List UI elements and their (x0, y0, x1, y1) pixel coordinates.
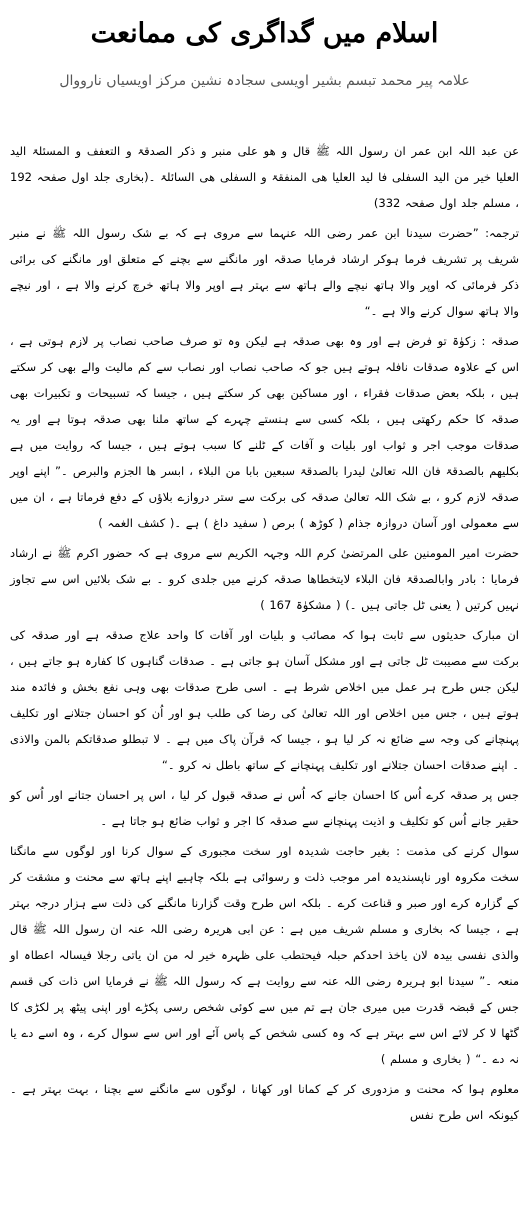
hazrat-ali-paragraph: حضرت امیر المومنین علی المرتضیٰ کرم اللہ وجہہ الکریم سے مروی ہے کہ حضور اکرم ﷺ نے ارشاد فرمایا : بادر وابالصدقۃ فان البلاء لایتخطاھا صدقہ کرنے میں جلدی کرو ۔ بے شک بلائیں اس سے تجاوز نہیں کرتیں ( یعنی ٹل جاتی ہیں ۔) ( مشکوٰۃ 167 ) (10, 546, 519, 612)
article-body (10, 138, 519, 1128)
sadaqah-paragraph: صدقہ : زکوٰۃ تو فرض ہے اور وہ بھی صدقہ ہے لیکن وہ تو صرف صاحب نصاب پر لازم ہوتی ہے ، اس کے علاوہ صدقات نافلہ ہوتے ہیں جو کہ صاحب نصاب اور نصاب سے کم مالیت والے بھی کر سکتے ہیں ، بلکہ بعض صدقات فقراء ، اور مساکین بھی کر سکتے ہیں ، جیسا کہ تسبیحات و تکبیرات بھی صدقہ کا حکم رکھتی ہیں ، بلکہ کسی سے ہنستے چہرے کے ساتھ ملنا بھی صدقہ ہوتا ہے اور یہ صدقات موجب اجر و ثواب اور بلیات و آفات کے ٹلنے کا سبب ہوتے ہیں ، جیسا کہ روایت میں ہے بکلیھم بالصدقۃ فان اللہ تعالیٰ لیدرا بالصدقۃ سبعین بابا من البلاء ، ابسر ھا الجزم والبرص ۔” اپنے اوپر صدقہ لازم کرو ، بے شک اللہ تعالیٰ صدقہ کی برکت سے ستر دروازے بلاؤں کے دفع فرماتا ہے ، ان میں سے معمولی اور آسان دروازہ جذام ( کوڑھ ) برص ( سفید داغ ) ہے ۔( کشف الغمہ ) (10, 334, 519, 530)
conclusion-paragraph: معلوم ہوا کہ محنت و مزدوری کر کے کمانا اور کھانا ، لوگوں سے مانگنے سے بچنا ، بہت بہتر ہے ۔ کیونکہ اس طرح نفس (10, 1082, 519, 1122)
favor-paragraph: جس پر صدقہ کرے اُس کا احسان جانے کہ اُس نے صدقہ قبول کر لیا ، اس پر احسان جتانے اور اُس کو حقیر جانے اُس کو تکلیف و اذیت پہنچانے سے صدقہ کا اجر و ثواب ضائع ہو جاتا ہے ۔ (10, 788, 519, 828)
hadith-arabic-paragraph: عن عبد اللہ ابن عمر ان رسول اللہ ﷺ قال و ھو علی منبر و ذکر الصدقۃ و التعفف و المسئلۃ الید العلیا خیر من الید السفلی فا لید العلیا ھی المنفقۃ و السفلی ھی السائلۃ ۔(بخاری جلد اول صفحہ 192 ، مسلم جلد اول صفحہ 332) (10, 144, 519, 210)
article-title: اسلام میں گداگری کی ممانعت (90, 18, 439, 49)
blessed-hadith-paragraph: ان مبارک حدیثوں سے ثابت ہوا کہ مصائب و بلیات اور آفات کا واحد علاج صدقہ ہے اور صدقہ کی برکت سے مصیبت ٹل جاتی ہے اور مشکل آسان ہو جاتی ہے ۔ صدقات گناہوں کا کفارہ ہو جاتے ہیں ، لیکن جس طرح ہر عمل میں اخلاص شرط ہے ۔ اسی طرح صدقات بھی وہی نفع بخش و فائدہ مند ہوتے ہیں ، جس میں اخلاص اور اللہ تعالیٰ کی رضا کی طلب ہو اور اُن کو احسان جتلانے اور تکلیف پہنچانے کی وجہ سے ضائع نہ کر لیا ہو ، جیسا کہ قرآن پاک میں ہے ۔ لا تبطلو صدقاتکم بالمن والاذی ۔ اپنے صدقات احسان جتلانے اور تکلیف پہنچانے کے ساتھ باطل نہ کرو ۔“ (10, 628, 519, 772)
author-byline: علامہ پیر محمد تبسم بشیر اویسی سجادہ نشین مرکز اویسیاں نارووال (59, 73, 470, 89)
begging-condemnation-paragraph: سوال کرنے کی مذمت : بغیر حاجت شدیدہ اور سخت مجبوری کے سوال کرنا اور لوگوں سے مانگنا سخت مکروہ اور ناپسندیدہ امر موجب ذلت و رسوائی ہے بلکہ چاہیے اپنے ہاتھ سے محنت و مشقت کر کے گزارہ کرے اور صبر و قناعت کرے ۔ بلکہ اس طرح وقت گزارنا مانگنے کی ذلت سے ہزار درجہ بہتر ہے ، جیسا کہ بخاری و مسلم شریف میں ہے : عن ابی ھریرہ رضی اللہ عنہ ان رسول اللہ ﷺ قال والذی نفسی بیدہ لان یاخذ احدکم حبلہ فیحتطب علی ظہرہ خیر لہ من ان یاتی رجلا فیسالہ اعطاہ او منعہ ۔” سیدنا ابو ہریرہ رضی اللہ عنہ سے روایت ہے کہ رسول اللہ ﷺ نے فرمایا اس ذات کی قسم جس کے قبضہ قدرت میں میری جان ہے تم میں سے کوئی شخص رسی پکڑے اور اپنی پیٹھ پر لکڑی کا گٹھا لا کر لائے اس سے بہتر ہے کہ وہ کسی شخص کے پاس آئے اور اس سے سوال کرے ، وہ اسے دے یا نہ دے ۔“ ( بخاری و مسلم ) (10, 844, 519, 1066)
translation-paragraph: ترجمہ: ”حضرت سیدنا ابن عمر رضی اللہ عنہما سے مروی ہے کہ بے شک رسول اللہ ﷺ نے منبر شریف پر تشریف فرما ہوکر ارشاد فرمایا صدقہ اور مانگنے سے بچنے کے متعلق اور مانگنے کی برائی ذکر فرمائی کہ اوپر والا ہاتھ نیچے والے ہاتھ سے بہتر ہے اوپر والا ہاتھ خرچ کرنے والا ہے ، اور نیچے والا ہاتھ سوال کرنے والا ہے ۔“ (10, 226, 519, 318)
